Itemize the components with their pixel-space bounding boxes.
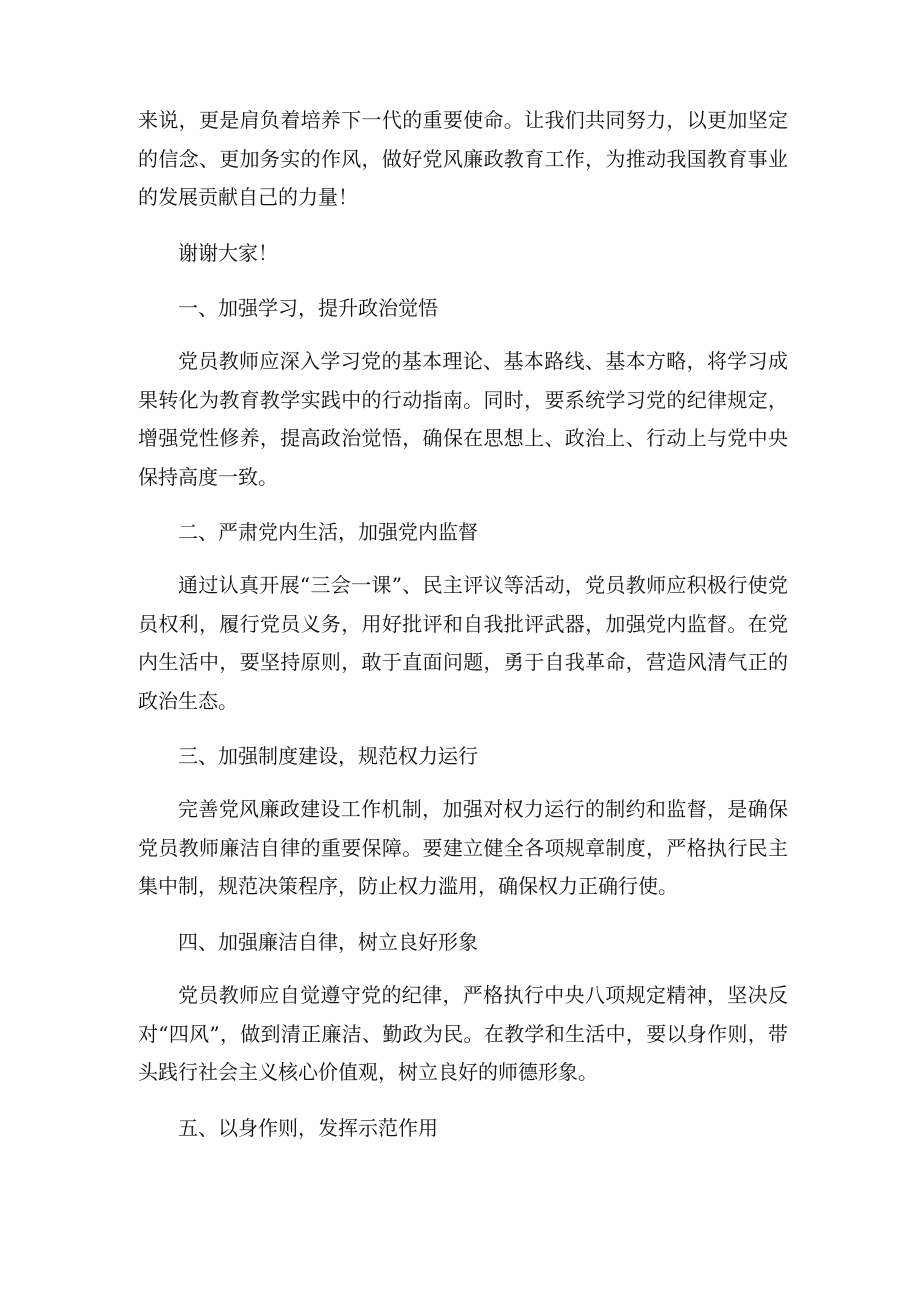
section-body-1: 党员教师应深入学习党的基本理论、基本路线、基本方略，将学习成果转化为教育教学实践中的行动指南。同时，要系统学习党的纪律规定，增强党性修养，提高政治觉悟，确保在思想上、政治上、行动上与党中央保持高度一致。 <box>138 349 788 489</box>
section-body-2: 通过认真开展“三会一课”、民主评议等活动，党员教师应积极行使党员权利，履行党员义务，用好批评和自我批评武器，加强党内监督。在党内生活中，要坚持原则，敢于直面问题，勇于自我革命，营造风清气正的政治生态。 <box>138 573 788 713</box>
section-heading-2: 二、严肃党内生活，加强党内监督 <box>178 520 478 544</box>
section-1-heading-block <box>138 289 788 328</box>
section-3-heading-block <box>138 737 788 776</box>
intro-continuation-paragraph: 来说，更是肩负着培养下一代的重要使命。让我们共同努力，以更加坚定的信念、更加务实的作风，做好党风廉政教育工作，为推动我国教育事业的发展贡献自己的力量！ <box>138 108 788 209</box>
section-2-heading-block <box>138 513 788 552</box>
section-2-body-block <box>138 566 788 720</box>
section-heading-1: 一、加强学习，提升政治觉悟 <box>178 296 438 320</box>
section-3-body-block <box>138 790 788 906</box>
section-4-body-block <box>138 976 788 1092</box>
thanks-line: 谢谢大家！ <box>178 241 278 265</box>
thanks-block <box>138 234 788 273</box>
section-heading-4: 四、加强廉洁自律，树立良好形象 <box>178 930 478 954</box>
section-body-3: 完善党风廉政建设工作机制，加强对权力运行的制约和监督，是确保党员教师廉洁自律的重要保障。要建立健全各项规章制度，严格执行民主集中制，规范决策程序，防止权力滥用，确保权力正确行使。 <box>138 797 788 898</box>
section-heading-3: 三、加强制度建设，规范权力运行 <box>178 744 478 768</box>
section-heading-5: 五、以身作则，发挥示范作用 <box>178 1116 438 1140</box>
intro-paragraph-block <box>138 101 788 217</box>
section-body-4: 党员教师应自觉遵守党的纪律，严格执行中央八项规定精神，坚决反对“四风”，做到清正廉洁、勤政为民。在教学和生活中，要以身作则，带头践行社会主义核心价值观，树立良好的师德形象。 <box>138 983 788 1084</box>
section-1-body-block <box>138 342 788 496</box>
section-4-heading-block <box>138 923 788 962</box>
section-5-heading-block <box>138 1109 788 1148</box>
